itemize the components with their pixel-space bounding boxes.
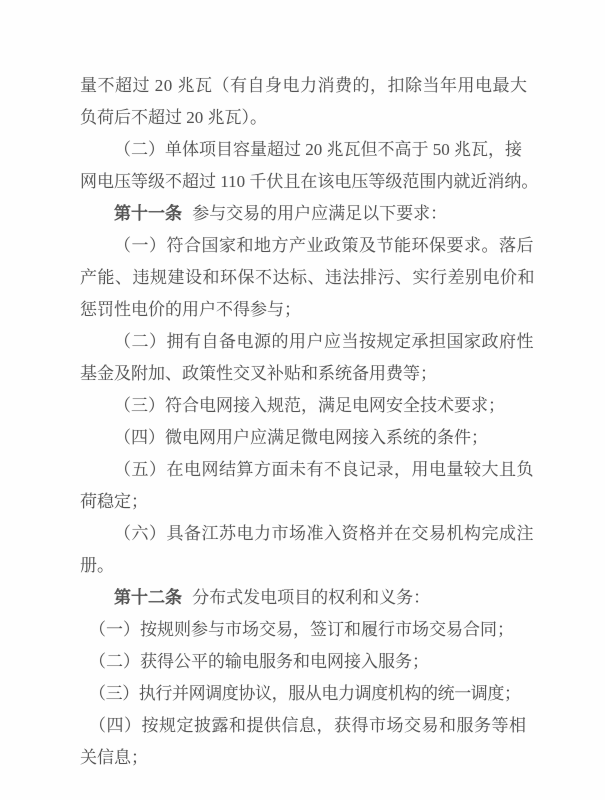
- article-title: 参与交易的用户应满足以下要求：: [192, 204, 448, 223]
- text-line: （四）按规定披露和提供信息，获得市场交易和服务等相: [89, 716, 527, 735]
- text-line: 基金及附加、政策性交叉补贴和系统备用费等；: [80, 364, 437, 383]
- article-number: 第十一条: [114, 204, 182, 223]
- text-line: 惩罚性电价的用户不得参与；: [80, 300, 301, 319]
- text-line: 册。: [80, 556, 114, 575]
- article-title: 分布式发电项目的权利和义务：: [192, 588, 431, 607]
- text-line: （二）单体项目容量超过 20 兆瓦但不高于 50 兆瓦，接: [114, 140, 522, 159]
- text-line: （二）获得公平的输电服务和电网接入服务；: [89, 652, 429, 671]
- text-line: 关信息；: [80, 748, 148, 767]
- text-line: （四）微电网用户应满足微电网接入系统的条件；: [114, 428, 488, 447]
- article-number: 第十二条: [114, 588, 182, 607]
- text-line: 荷稳定；: [80, 492, 148, 511]
- article-heading: [80, 198, 527, 230]
- text-line: （一）符合国家和地方产业政策及节能环保要求。落后: [114, 236, 534, 255]
- document-text-block: [80, 70, 539, 774]
- text-line: 负荷后不超过 20 兆瓦）。: [80, 108, 267, 127]
- text-line: （二）拥有自备电源的用户应当按规定承担国家政府性: [114, 332, 534, 351]
- text-line: （三）符合电网接入规范，满足电网安全技术要求；: [114, 396, 505, 415]
- article-heading: [80, 582, 527, 614]
- text-line: （一）按规则参与市场交易，签订和履行市场交易合同；: [89, 620, 514, 639]
- text-line: （六）具备江苏电力市场准入资格并在交易机构完成注: [114, 524, 534, 543]
- text-line: 产能、违规建设和环保不达标、违法排污、实行差别电价和: [80, 268, 535, 287]
- text-line: 量不超过 20 兆瓦（有自身电力消费的，扣除当年用电最大: [80, 76, 528, 95]
- text-line: 网电压等级不超过 110 千伏且在该电压等级范围内就近消纳。: [80, 172, 539, 191]
- text-line: （五）在电网结算方面未有不良记录，用电量较大且负: [114, 460, 534, 479]
- text-line: （三）执行并网调度协议，服从电力调度机构的统一调度；: [89, 684, 521, 703]
